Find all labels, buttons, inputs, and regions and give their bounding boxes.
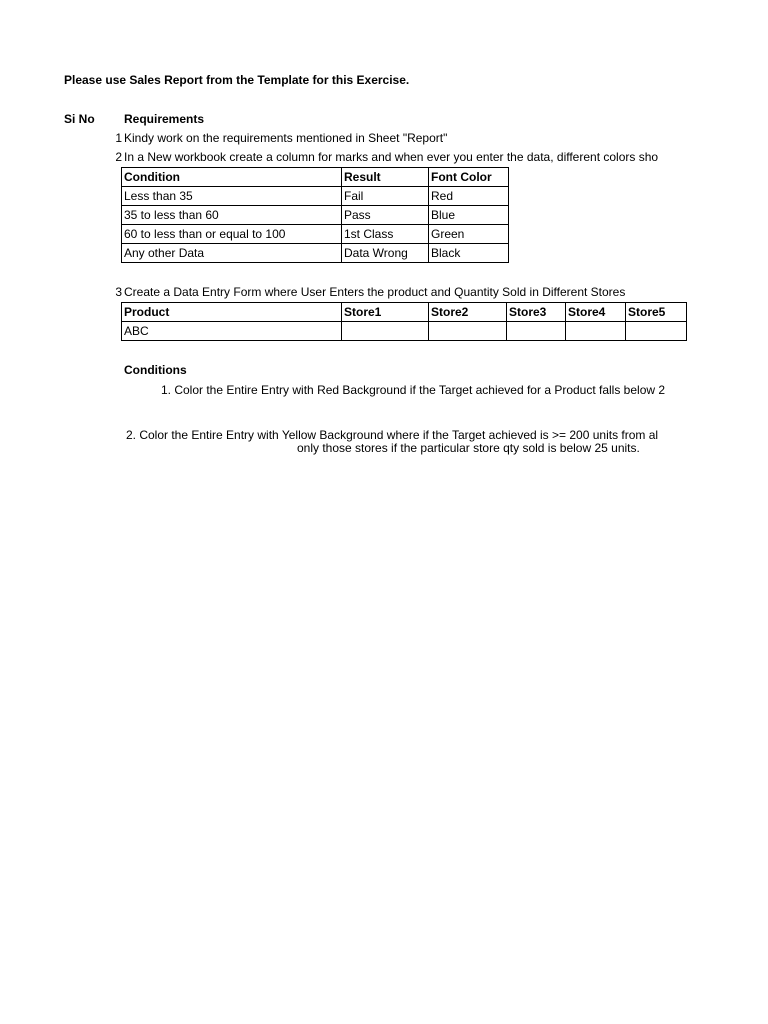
store-header-store3[interactable]: Store3 (507, 303, 566, 322)
table-cell[interactable]: Any other Data (122, 244, 342, 263)
table-cell[interactable]: Blue (429, 206, 509, 225)
marks-header-font-color[interactable]: Font Color (429, 168, 509, 187)
requirement-number-2: 2 (115, 150, 122, 164)
store-header-store4[interactable]: Store4 (566, 303, 626, 322)
table-cell[interactable]: 60 to less than or equal to 100 (122, 225, 342, 244)
table-cell[interactable]: Green (429, 225, 509, 244)
condition-item-2-line-1: 2. Color the Entire Entry with Yellow Background where if the Target achieved is >= 200 units from al (126, 428, 659, 442)
marks-table-header-row (122, 168, 509, 187)
table-row (122, 244, 509, 263)
requirement-number-1: 1 (115, 131, 122, 145)
store-table-header-row (122, 303, 687, 322)
requirement-text-3: Create a Data Entry Form where User Enters the product and Quantity Sold in Different Stores (124, 285, 626, 299)
marks-header-condition[interactable]: Condition (122, 168, 342, 187)
table-cell[interactable]: Data Wrong (342, 244, 429, 263)
condition-item-2-line-2: only those stores if the particular store qty sold is below 25 units. (297, 441, 640, 455)
conditions-heading: Conditions (124, 363, 187, 377)
table-cell[interactable]: Black (429, 244, 509, 263)
table-cell[interactable]: ABC (122, 322, 342, 341)
requirement-number-3: 3 (115, 285, 122, 299)
table-cell[interactable]: Red (429, 187, 509, 206)
table-row (122, 225, 509, 244)
table-cell[interactable] (342, 322, 429, 341)
table-cell[interactable]: 1st Class (342, 225, 429, 244)
table-cell[interactable]: Pass (342, 206, 429, 225)
table-cell[interactable] (507, 322, 566, 341)
table-cell[interactable] (566, 322, 626, 341)
store-header-store5[interactable]: Store5 (626, 303, 687, 322)
table-cell[interactable]: Fail (342, 187, 429, 206)
table-cell[interactable] (626, 322, 687, 341)
requirement-text-1: Kindy work on the requirements mentioned in Sheet "Report" (124, 131, 448, 145)
si-no-header: Si No (64, 112, 95, 126)
table-cell[interactable]: 35 to less than 60 (122, 206, 342, 225)
marks-table (121, 167, 509, 263)
marks-header-result[interactable]: Result (342, 168, 429, 187)
store-header-store1[interactable]: Store1 (342, 303, 429, 322)
store-header-store2[interactable]: Store2 (429, 303, 507, 322)
requirement-text-2: In a New workbook create a column for marks and when ever you enter the data, different colors sho (124, 150, 659, 164)
table-row (122, 206, 509, 225)
table-row (122, 322, 687, 341)
exercise-title: Please use Sales Report from the Template for this Exercise. (64, 73, 410, 87)
table-cell[interactable]: Less than 35 (122, 187, 342, 206)
table-cell[interactable] (429, 322, 507, 341)
store-header-product[interactable]: Product (122, 303, 342, 322)
condition-item-1: 1. Color the Entire Entry with Red Background if the Target achieved for a Product falls below 2 (161, 383, 666, 397)
store-table (121, 302, 687, 341)
table-row (122, 187, 509, 206)
requirements-header: Requirements (124, 112, 205, 126)
